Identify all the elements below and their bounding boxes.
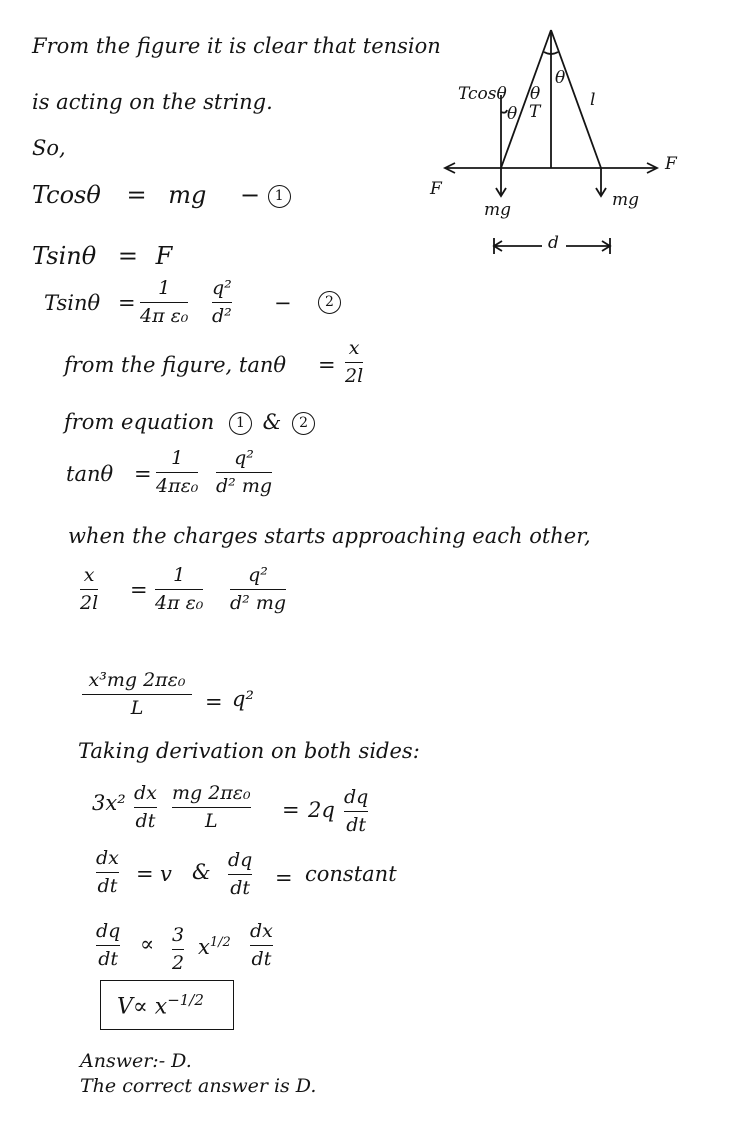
eq2-eq: =	[118, 291, 136, 315]
tan-fig-text: from the figure, tanθ	[64, 353, 287, 377]
deriv-m-bar	[172, 807, 251, 809]
def-eq2-sign: =	[275, 866, 293, 890]
cube-eq-sign: =	[205, 690, 223, 714]
result-box	[100, 980, 234, 1030]
eq2-q-bar	[212, 302, 232, 304]
ratio-q-den: d² mg	[230, 592, 286, 615]
label-theta-right: θ	[555, 68, 566, 88]
eq-f-eq: =	[117, 242, 138, 270]
answer-line2: The correct answer is D.	[80, 1075, 317, 1097]
result-exp: −1/2	[167, 991, 204, 1009]
def-dx-den: dt	[97, 875, 118, 898]
prop-sign: ∝	[140, 932, 155, 956]
taking-text: Taking derivation on both sides:	[78, 739, 420, 763]
ratio-left-frac	[80, 565, 98, 614]
answer-line1: Answer:- D.	[80, 1050, 192, 1072]
eq2-lhs: Tsinθ	[44, 291, 101, 315]
deriv-dx-num: dx	[134, 782, 157, 804]
deriv-pre: 3x²	[92, 791, 126, 815]
label-mg-left: mg	[484, 200, 512, 220]
tan-eq-c-den: 4πε₀	[156, 475, 199, 498]
ratio-l-den: 2l	[80, 592, 99, 615]
prop-dq-den: dt	[98, 948, 119, 971]
deriv-dx-den: dt	[135, 810, 156, 833]
from-eq	[64, 412, 315, 435]
deriv-dq-frac	[344, 787, 368, 836]
result-lhs: V∝ x	[117, 994, 168, 1020]
prop-x	[198, 936, 231, 958]
prop-exp: 1/2	[209, 935, 231, 950]
from-eq-tag1: 1	[229, 412, 252, 435]
intro-line1: From the figure it is clear that tension	[32, 34, 441, 58]
deriv-dq-bar	[344, 811, 368, 813]
def-amp: &	[192, 860, 211, 884]
def-dq-bar	[228, 874, 252, 876]
eq1-rhs: mg	[168, 181, 207, 209]
def-rest: constant	[305, 862, 397, 886]
def-dx-frac	[96, 848, 119, 897]
deriv-dx-frac	[134, 783, 157, 832]
tan-eq-c-num: 1	[171, 447, 184, 469]
label-f-right: F	[665, 154, 677, 174]
cube-frac	[82, 670, 192, 719]
eq1-eq: =	[126, 181, 147, 209]
tan-eq-c-bar	[156, 472, 198, 474]
eq2-q-num: q²	[212, 277, 232, 299]
cube-rhs: q²	[232, 687, 254, 711]
tan-fig-num: x	[348, 337, 360, 359]
def-dq-frac	[228, 850, 252, 899]
deriv-m-den: L	[204, 810, 218, 833]
tan-eq-q-num: q²	[234, 447, 254, 469]
ratio-c-den: 4π ε₀	[155, 592, 204, 615]
ratio-l-bar	[80, 589, 98, 591]
deriv-eq-sign: =	[282, 798, 300, 822]
eq1-dash: −	[239, 181, 261, 209]
ratio-l-num: x	[83, 564, 95, 586]
prop-x-base: x	[198, 935, 210, 959]
prop-k-bar	[172, 949, 184, 951]
def-dq-den: dt	[230, 877, 251, 900]
ratio-q-frac	[230, 565, 286, 614]
eq2-tag-wrap	[318, 291, 341, 314]
prop-k-frac	[172, 925, 184, 974]
deriv-dx-bar	[134, 807, 157, 809]
ratio-q-num: q²	[248, 564, 268, 586]
label-mg-right: mg	[612, 190, 640, 210]
label-f-left: F	[430, 179, 442, 199]
prop-dq-num: dq	[96, 920, 121, 942]
prop-dx-num: dx	[250, 920, 273, 942]
eq-f-rhs: F	[155, 242, 173, 270]
tan-fig-frac	[345, 338, 363, 387]
tan-eq-q-frac	[216, 448, 272, 497]
deriv-dq-num: dq	[344, 786, 369, 808]
def-dx-bar	[96, 872, 119, 874]
prop-dx-frac	[250, 921, 273, 970]
ratio-q-bar	[230, 589, 286, 591]
from-eq-tag2: 2	[292, 412, 315, 435]
tan-eq-eq: =	[134, 462, 152, 486]
eq2-c-num: 1	[158, 277, 171, 299]
def-dx-num: dx	[96, 847, 119, 869]
ratio-eq-sign: =	[130, 578, 148, 602]
left-string	[501, 30, 551, 168]
prop-dq-bar	[96, 945, 120, 947]
deriv-m-num: mg 2πε₀	[172, 782, 251, 804]
eq2-q-den: d²	[212, 305, 232, 328]
label-t: T	[529, 102, 541, 122]
tan-fig-eq: =	[318, 353, 336, 377]
from-eq-text: from equation	[64, 410, 215, 434]
cube-num: x³mg 2πε₀	[88, 669, 186, 691]
label-theta-mid: θ	[530, 84, 541, 104]
label-l: l	[590, 90, 596, 110]
intro-so: So,	[32, 136, 66, 160]
deriv-m-frac	[172, 783, 251, 832]
def-dq-num: dq	[228, 849, 253, 871]
eq2-c-den: 4π ε₀	[140, 305, 189, 328]
prop-k-num: 3	[172, 924, 185, 946]
tan-eq-lhs: tanθ	[66, 462, 114, 486]
approach-text: when the charges starts approaching each other,	[68, 524, 591, 548]
prop-k-den: 2	[172, 952, 185, 975]
eq1-lhs: Tcosθ	[32, 181, 101, 209]
ratio-c-num: 1	[173, 564, 186, 586]
tan-fig-bar	[345, 362, 363, 364]
label-tcos: Tcosθ	[458, 84, 507, 104]
ratio-const-frac	[155, 565, 203, 614]
eq-f-lhs: Tsinθ	[32, 242, 97, 270]
eq2-q-frac	[212, 278, 232, 327]
intro-line2: is acting on the string.	[32, 90, 273, 114]
prop-dx-den: dt	[251, 948, 272, 971]
eq1	[32, 183, 291, 208]
eq2-c-bar	[140, 302, 188, 304]
tan-eq-q-den: d² mg	[216, 475, 272, 498]
eq2-tag: 2	[318, 291, 341, 314]
cube-bar	[82, 694, 192, 696]
prop-dq-frac	[96, 921, 120, 970]
eq2-const-frac	[140, 278, 188, 327]
from-eq-amp: &	[262, 410, 282, 434]
deriv-mid: 2q	[308, 798, 335, 822]
ratio-c-bar	[155, 589, 203, 591]
deriv-dq-den: dt	[346, 814, 367, 837]
eq1-tag: 1	[268, 185, 291, 208]
def-v: v	[160, 862, 172, 886]
tan-fig-den: 2l	[345, 365, 364, 388]
label-theta-left: θ	[507, 104, 518, 124]
def-eq-sign: =	[136, 862, 154, 886]
cube-den: L	[130, 697, 144, 720]
tan-eq-const-frac	[156, 448, 198, 497]
eq2-dash: −	[274, 291, 292, 315]
tan-eq-q-bar	[216, 472, 272, 474]
label-d: d	[548, 233, 559, 253]
eq-f	[32, 244, 172, 268]
prop-dx-bar	[250, 945, 273, 947]
